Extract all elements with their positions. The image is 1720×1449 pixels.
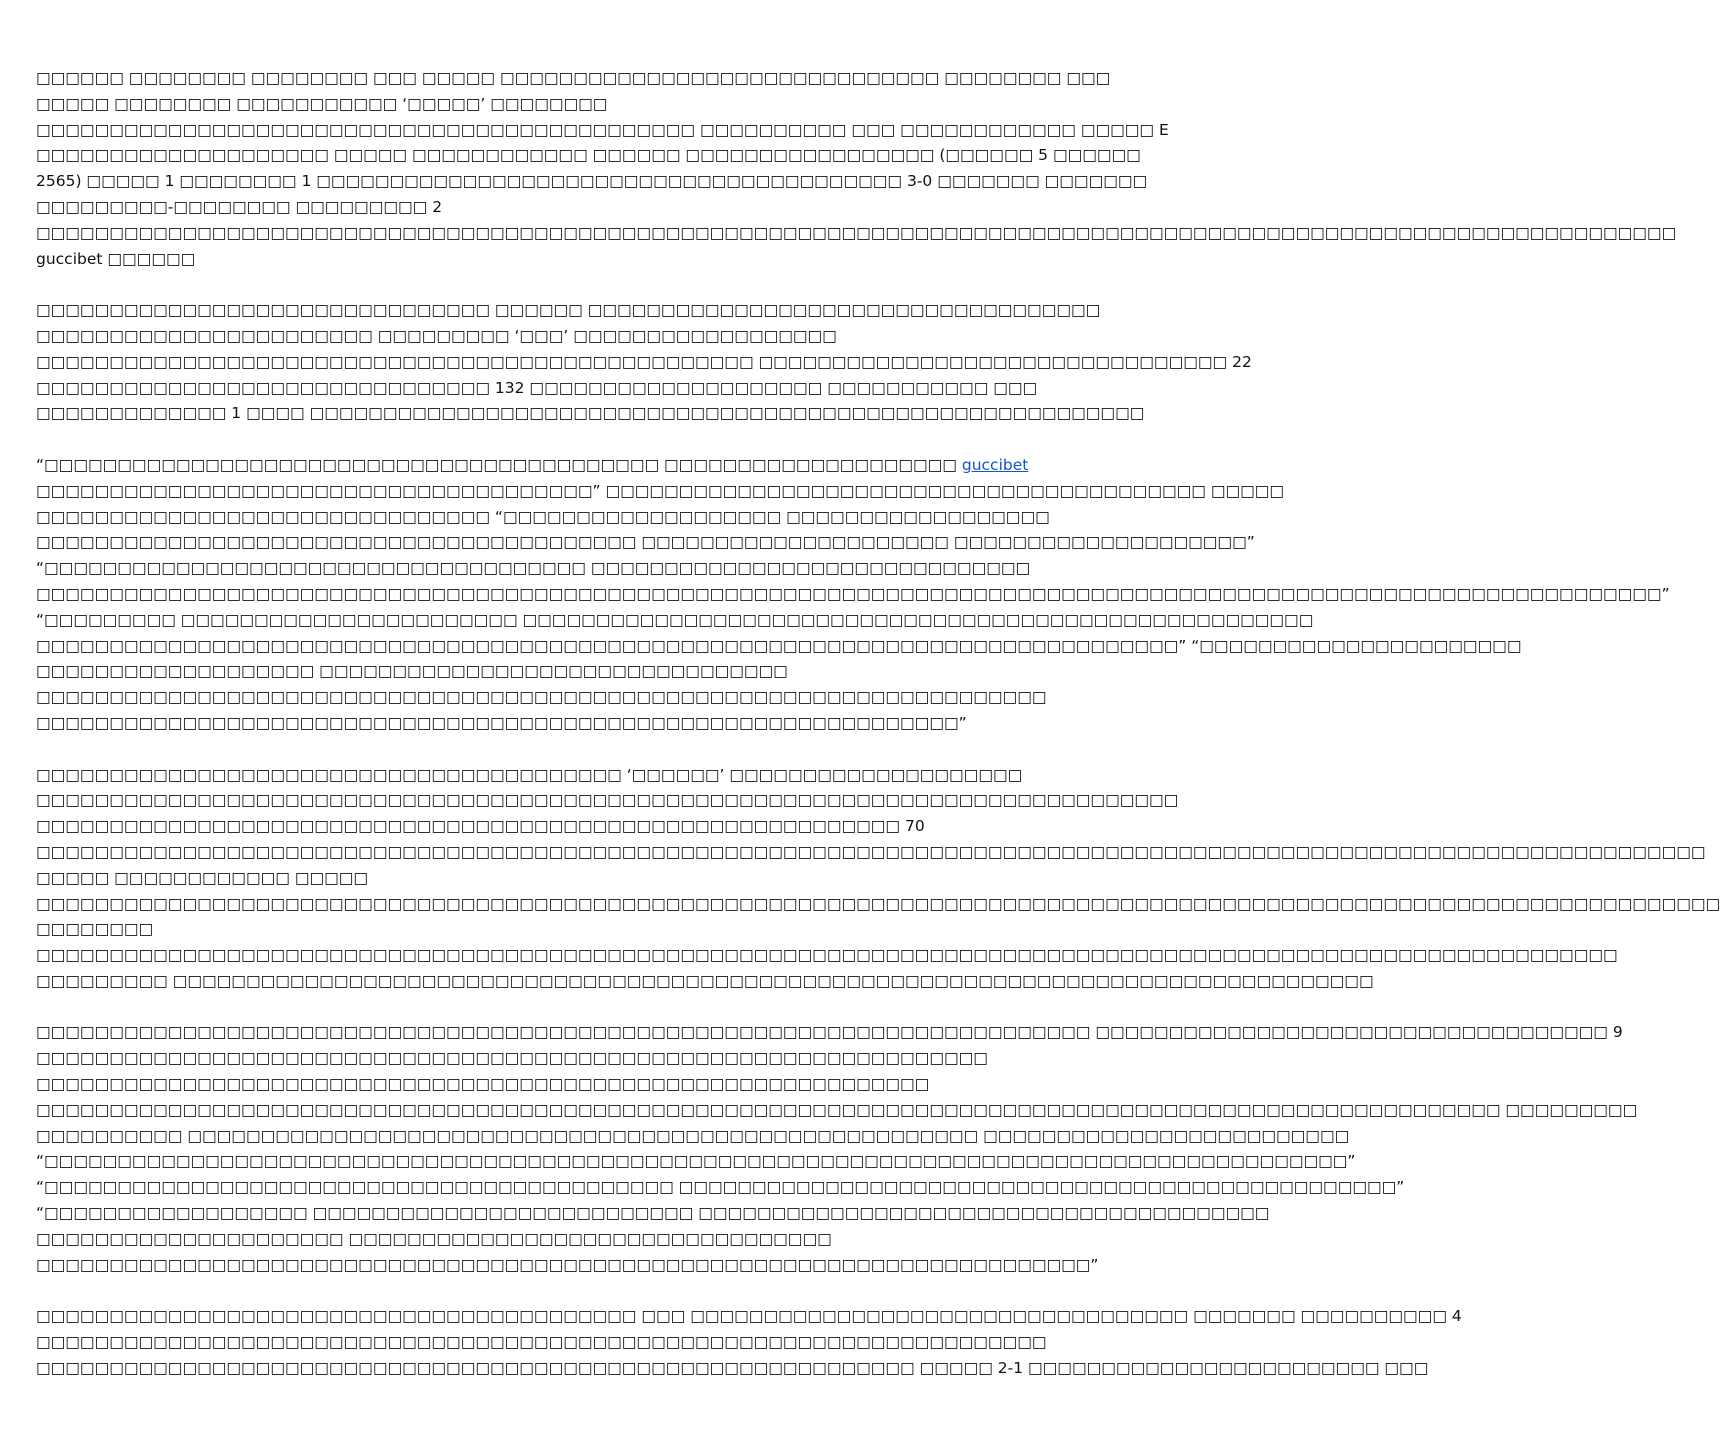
text-line: □□□□□□□□□□□□□□□□□□□□□□□□□□□□□□□□□□□□□□□□□□□□□□□□□□□□□□□□□□□□□□□□□□□□□□□□□□□□□□□□□□□□□□□□□□□□□□□□□□□□□□□□□□□□□□□□□□□ [36,894,1720,913]
text-line: □□□□□□□□□□□□□ 1 □□□□ □□□□□□□□□□□□□□□□□□□□□□□□□□□□□□□□□□□□□□□□□□□□□□□□□□□□□□□□□ [36,404,1145,423]
text-line: □□□□□□□□□□□□□□□□□□□□ □□□□□ □□□□□□□□□□□□ □□□□□□ □□□□□□□□□□□□□□□□□ (□□□□□□ 5 □□□□□□ [36,146,1141,165]
text-line: □□□□□□□□□□□□□□□□□□□□□□□□□□□□□□□□□□□□□□□□ ‘□□□□□□’ □□□□□□□□□□□□□□□□□□□□ [36,765,1023,784]
paragraph [36,1020,1638,1278]
text-line: □□□□□□□□□□□□□□□□□□□□□□□□□□□□□□□□□□□□□□□□□□□□□□□□□□□□□□□□□□□□□□□□□□□□□□□□□□□□□□□□□□□□□□□□□□□□□□□□□□□□□□□□□□□□□□□□ [36,223,1677,242]
text-line: □□□□□□□□□□□□□□□□□□□□□□□□□□□□□□□□□□□□□□” □□□□□□□□□□□□□□□□□□□□□□□□□□□□□□□□□□□□□□□□□ □□□□□ [36,481,1285,500]
text-line: “□□□□□□□□□□□□□□□□□□□□□□□□□□□□□□□□□□□□□□□□□□□ □□□□□□□□□□□□□□□□□□□□□□□□□□□□□□□□□□□□□□□□□□□□□□□□□” [36,1178,1405,1197]
text-line: □□□□□□□□□□□□□□□□□□□□□□□□□□□□□□□□□□□□□□□□□□□□□□□□□□□□□□□□□□□□□□□□□□□□□ [36,688,1047,707]
text-line: □□□□□□□□□□□□□□□□□□□□□□□ □□□□□□□□□ ‘□□□’ □□□□□□□□□□□□□□□□□□ [36,326,837,345]
text-line: □□□□□□□□□□□□□□□□□□□□□□□□□□□□□□□□□□□□□□□□□□□□□□□□□□□□□□□□□□□□□□□□□□□□□□□□” [36,1255,1099,1274]
text-line: “□□□□□□□□□□□□□□□□□□□□□□□□□□□□□□□□□□□□□□□□□□□□□□□□□□□□□□□□□□□□□□□□□□□□□□□□□□□□□□□□□□□□□□□□□” [36,1152,1356,1171]
paragraph [36,763,1720,995]
text-line: □□□□□□□□□□□□□□□□□□□□□□□□□□□□□□□□□□□□□□□□□ □□□ □□□□□□□□□□□□□□□□□□□□□□□□□□□□□□□□□□ □□□□□□□ □□□□□□□□□□ 4 [36,1307,1462,1326]
text-line: □□□□□□□□□□□□□□□□□□□□□□□□□□□□□□□ 132 □□□□□□□□□□□□□□□□□□□□ □□□□□□□□□□□ □□□ [36,378,1038,397]
text-line: □□□□□□□□□□□□□□□□□□□□□□□□□□□□□□□□□□□□□□□□□□□□□□□□□□□□□□□□□□□□□□□□□ [36,1049,988,1068]
text-line: □□□□□□□□□□ □□□□□□□□□□□□□□□□□□□□□□□□□□□□□□□□□□□□□□□□□□□□□□□□□□□□□□ □□□□□□□□□□□□□□□□□□□□□□□□□ [36,1126,1350,1145]
text-line: “□□□□□□□□□□□□□□□□□□ □□□□□□□□□□□□□□□□□□□□□□□□□□ □□□□□□□□□□□□□□□□□□□□□□□□□□□□□□□□□□□□□□□ [36,1204,1270,1223]
text-line: □□□□□□□□□□□□□□□□□□□□□□□□□□□□□□□□□□□□□□□□□ □□□□□□□□□□□□□□□□□□□□□ □□□□□□□□□□□□□□□□□□□□” [36,533,1255,552]
article-body [36,66,1720,1407]
text-line: □□□□□□□□□ □□□□□□□□□□□□□□□□□□□□□□□□□□□□□□□□□□□□□□□□□□□□□□□□□□□□□□□□□□□□□□□□□□□□□□□□□□□□□□□□□□ [36,971,1374,990]
text-line: □□□□□□□□□□□□□□□□□□□ □□□□□□□□□□□□□□□□□□□□□□□□□□□□□□□□ [36,662,788,681]
text-line: □□□□□□□□□□□□□□□□□□□□□□□□□□□□□□□□□□□□□□□□□□□□□□□□□□□□□□□□□□□□□ [36,1075,930,1094]
text-line: □□□□□□□□□□□□□□□□□□□□□□□□□□□□□□□□□□□□□□□□□□□□□□□□□□□□□□□□□□□□□□□” [36,713,967,732]
paragraph [36,1304,1462,1381]
text-line: □□□□□□□□□□□□□□□□□□□□□□□□□□□□□□□□□□□□□□□□□□□□□□□□□□□□□□□□□□□□□□□□□□□□□□□□□□□□□□ [36,791,1179,810]
text-line: □□□□□□□□□□□□□□□□□□□□□□□□□□□□□□□□□□□□□□□□□□□□□□□□□□□□□□□□□□□□□□□□□□□□□□□□□□□□□□□□□□□□□□□□□□□□□□□□□□□□□□□□□□□□ [36,946,1618,965]
paragraph [36,66,1677,272]
text-line: □□□□□□□□□□□□□□□□□□□□□□□□□□□□□□□□□□□□□□□□□□□□□□□□□□□□□□□□□□□□□□□□□□□□□□□□□□□□□□□□□□□□□□□□□□□□□□□□□□□□□□□□□□□□□□□” [36,584,1670,603]
text-line [36,453,1029,479]
text-line: “□□□□□□□□□ □□□□□□□□□□□□□□□□□□□□□□□ □□□□□□□□□□□□□□□□□□□□□□□□□□□□□□□□□□□□□□□□□□□□□□□□□□□□□□ [36,610,1314,629]
text-line: □□□□□□□□□□□□□□□□□□□□□□□□□□□□□□□□□□□□□□□□□□□□□□□□□□□□□□□□□□□□□□□□□□□□□ [36,1333,1047,1352]
text-line: □□□□□□□□□□□□□□□□□□□□□□□□□□□□□□□□□□□□□□□□□□□□□□□□□□□□□□□□□□□□□□□□□□□□□□□□ □□□□□□□□□□□□□□□□□□□□□□□□□□□□□□□□□□□ 9 [36,1023,1623,1042]
text-line: □□□□□ □□□□□□□□ □□□□□□□□□□□ ‘□□□□□’ □□□□□□□□ [36,94,608,113]
text-line: □□□□□□□□□-□□□□□□□□ □□□□□□□□□ 2 [36,197,443,216]
text-line: □□□□□□□□□□□□□□□□□□□□□□□□□□□□□□□ “□□□□□□□□□□□□□□□□□□□ □□□□□□□□□□□□□□□□□□ [36,507,1050,526]
text-line: □□□□□□□□□□□□□□□□□□□□□□□□□□□□□□□□□□□□□□□□□□□□□ □□□□□□□□□□ □□□ □□□□□□□□□□□□ □□□□□ E [36,120,1169,139]
text-line: □□□□□□□□□□□□□□□□□□□□□□□□□□□□□□□□□□□□□□□□□□□□□□□□□□□□□□□□□□□□□□□□□□□□□□□□□□□□□□” “□□□□□□□□□□□□□□□□□□□□□□ [36,636,1522,655]
text-line: □□□□□□□□□□□□□□□□□□□□□ □□□□□□□□□□□□□□□□□□□□□□□□□□□□□□□□□ [36,1229,832,1248]
text-line: □□□□□□□□□□□□□□□□□□□□□□□□□□□□□□□□□□□□□□□□□□□□□□□□□□□□□□□□□□□ 70 [36,817,925,836]
text-line: □□□□□□□□□□□□□□□□□□□□□□□□□□□□□□□□□□□□□□□□□□□□□□□□□ □□□□□□□□□□□□□□□□□□□□□□□□□□□□□□□□ 22 [36,352,1252,371]
text-line: □□□□□□□□□□□□□□□□□□□□□□□□□□□□□□□□□□□□□□□□□□□□□□□□□□□□□□□□□□□□□□□□□□□□□□□□□□□□□□□□□□□□□□□□□□□□□□□□□□□□ □□□□□□□□□ [36,1100,1638,1119]
text-line: “□□□□□□□□□□□□□□□□□□□□□□□□□□□□□□□□□□□□□ □□□□□□□□□□□□□□□□□□□□□□□□□□□□□□ [36,559,1031,578]
guccibet-link[interactable]: guccibet [961,455,1029,474]
text-line: □□□□□□ □□□□□□□□ □□□□□□□□ □□□ □□□□□ □□□□□□□□□□□□□□□□□□□□□□□□□□□□□□ □□□□□□□□ □□□ [36,69,1111,87]
text-line: □□□□□□□□□□□□□□□□□□□□□□□□□□□□□□□ □□□□□□ □□□□□□□□□□□□□□□□□□□□□□□□□□□□□□□□□□□ [36,301,1101,320]
text-line: □□□□□□□□□□□□□□□□□□□□□□□□□□□□□□□□□□□□□□□□□□□□□□□□□□□□□□□□□□□□□□□□□□□□□□□□□□□□□□□□□□□□□□□□□□□□□□□□□□□□□□□□□□□□□□□□□□ [36,842,1706,861]
text-line: □□□□□□□□ [36,920,154,939]
text-line: guccibet □□□□□□ [36,249,196,268]
paragraph [36,298,1252,427]
paragraph [36,453,1670,737]
text-segment: “□□□□□□□□□□□□□□□□□□□□□□□□□□□□□□□□□□□□□□□□□□ □□□□□□□□□□□□□□□□□□□□ [36,455,962,474]
text-line: □□□□□ □□□□□□□□□□□□ □□□□□ [36,868,369,887]
text-line: □□□□□□□□□□□□□□□□□□□□□□□□□□□□□□□□□□□□□□□□□□□□□□□□□□□□□□□□□□□□ □□□□□ 2-1 □□□□□□□□□□□□□□□□□□□□□□□□ □□□ [36,1358,1429,1377]
text-line: 2565) □□□□□ 1 □□□□□□□□ 1 □□□□□□□□□□□□□□□□□□□□□□□□□□□□□□□□□□□□□□□□ 3-0 □□□□□□□ □□□□□□□ [36,172,1148,191]
